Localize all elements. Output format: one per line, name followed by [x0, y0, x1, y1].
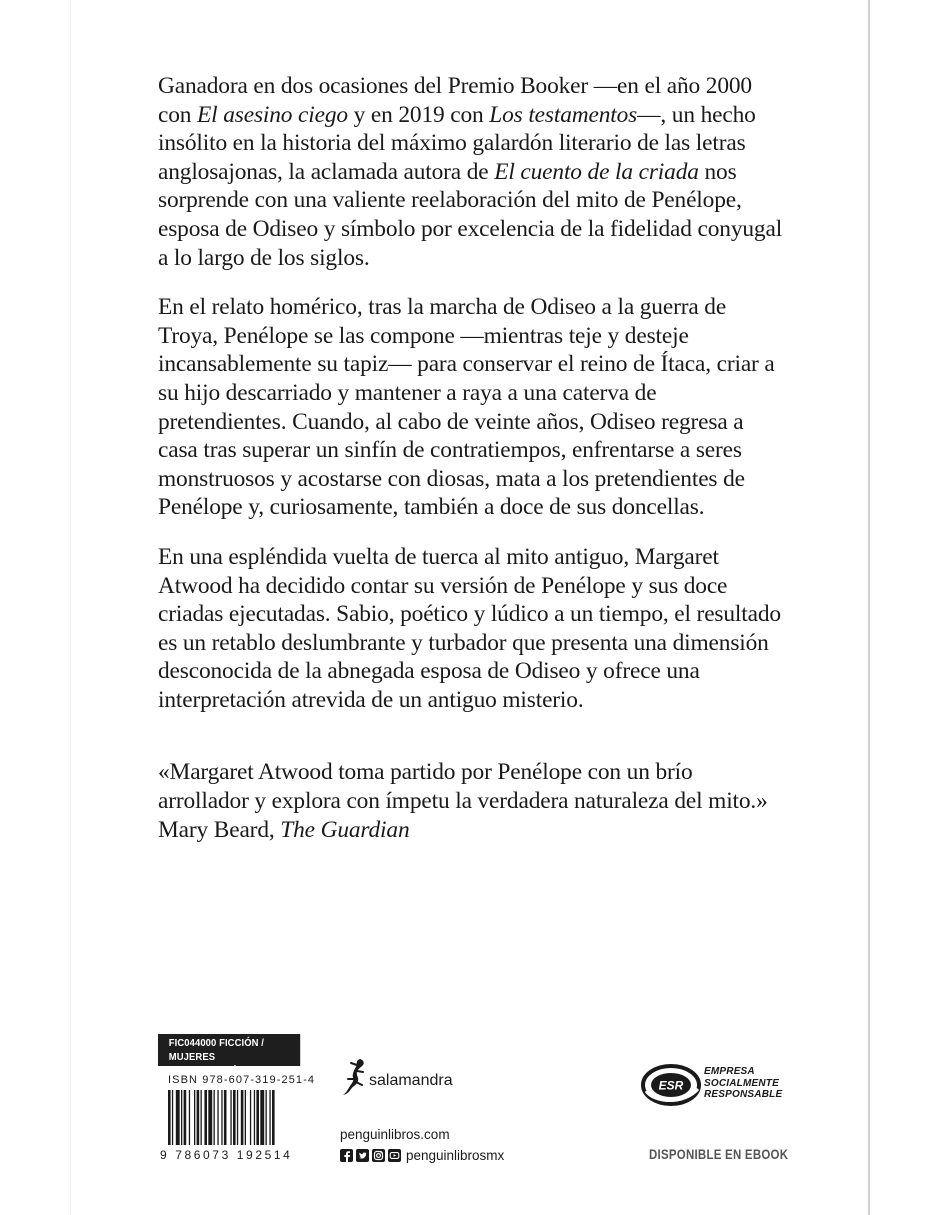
publisher-name: salamandra — [369, 1072, 453, 1089]
barcode-bar — [245, 1090, 246, 1145]
blurb-text: —, un hecho insólito en la historia del máximo galardón literario de las letras anglosajonas, la aclamada autora de — [158, 101, 756, 185]
barcode-bar — [194, 1090, 195, 1145]
book-title-italic: El cuento de la criada — [494, 158, 699, 185]
ebook-availability: DISPONIBLE EN EBOOK — [649, 1146, 789, 1162]
social-handle[interactable]: penguinlibrosmx — [406, 1147, 505, 1163]
barcode-bar — [214, 1090, 215, 1145]
twitter-icon[interactable] — [356, 1149, 369, 1162]
barcode-bar — [201, 1090, 202, 1145]
barcode-bar — [250, 1090, 251, 1145]
book-title-italic: El asesino ciego — [197, 101, 348, 128]
blurb-text: y en 2019 con — [347, 101, 490, 128]
blurb-text: Ganadora en dos ocasiones del Premio Booker —en el año 2000 con — [158, 73, 752, 128]
barcode-bar — [256, 1090, 259, 1145]
isbn: ISBN 978-607-319-251-4 — [168, 1074, 316, 1086]
barcode-bar — [260, 1090, 264, 1145]
barcode-bar — [217, 1090, 218, 1145]
esr-mark: ESR — [658, 1078, 684, 1093]
category-genre: MUJERES CONTEMPORÁNEAS — [168, 1051, 265, 1077]
barcode-digits: 9 786073 192514 — [160, 1148, 293, 1162]
quote-source: The Guardian — [280, 816, 410, 843]
barcode-bar — [269, 1090, 270, 1145]
barcode-bar — [230, 1090, 231, 1145]
instagram-icon[interactable] — [372, 1149, 385, 1162]
website-link[interactable]: penguinlibros.com — [340, 1127, 450, 1142]
blurb-text: nos sorprende con una valiente reelaboración del mito de Penélope, esposa de Odiseo y símbolo por excelencia de la fidelidad conyugal a lo largo de los siglos. — [158, 158, 783, 271]
barcode-bar — [272, 1090, 275, 1145]
category-code: FIC044000 FICCIÓN / — [168, 1037, 265, 1049]
barcode-bar — [266, 1090, 267, 1145]
barcode-bar — [189, 1090, 190, 1145]
back-cover-blurb — [158, 72, 783, 865]
barcode-bar — [254, 1090, 255, 1145]
barcode-bar — [221, 1090, 222, 1145]
barcode — [168, 1090, 312, 1145]
esr-logo-icon — [640, 1063, 702, 1107]
social-links — [340, 1147, 504, 1163]
esr-label — [704, 1066, 782, 1101]
esr-line: RESPONSABLE — [704, 1089, 783, 1100]
barcode-bar — [168, 1090, 171, 1145]
review-quote — [158, 758, 783, 844]
blurb-paragraph-3: En una espléndida vuelta de tuerca al mito antiguo, Margaret Atwood ha decidido contar su versión de Penélope y sus doce criadas ejecutadas. Sabio, poético y lúdico a un tiempo, el resultado es un retablo deslumbrante y turbador que presenta una dimensión desconocida de la abnegada esposa de Odiseo y ofrece una interpretación atrevida de un antiguo misterio. — [158, 543, 781, 713]
barcode-bar — [241, 1090, 244, 1145]
barcode-bar — [224, 1090, 227, 1145]
esr-line: SOCIALMENTE — [704, 1077, 779, 1089]
barcode-bar — [181, 1090, 182, 1145]
salamander-logo-icon — [338, 1057, 372, 1097]
blurb-paragraph-1 — [158, 72, 783, 272]
barcode-bar — [184, 1090, 187, 1145]
esr-line: EMPRESA — [704, 1066, 755, 1077]
page-edge-right — [868, 0, 870, 1215]
barcode-bar — [237, 1090, 238, 1145]
barcode-bar — [197, 1090, 200, 1145]
page-edge-left — [70, 0, 71, 1215]
barcode-bar — [233, 1090, 236, 1145]
quote-text: «Margaret Atwood toma partido por Penélope con un brío arrollador y explora con ímpetu la verdadera naturaleza del mito.» Mary Beard, — [158, 759, 768, 843]
youtube-icon[interactable] — [388, 1149, 401, 1162]
blurb-paragraph-2: En el relato homérico, tras la marcha de Odiseo a la guerra de Troya, Penélope se las compone —mientras teje y desteje incansablemente su tapiz— para conservar el reino de Ítaca, criar a su hijo descarriado y mantener a raya a una caterva de pretendientes. Cuando, al cabo de veinte años, Odiseo regresa a casa tras superar un sinfín de contratiempos, enfrentarse a seres monstruosos y acostarse con diosas, mata a los pretendientes de Penélope y, curiosamente, también a doce de sus doncellas. — [158, 294, 775, 521]
book-title-italic: Los testamentos — [489, 101, 638, 128]
barcode-bar — [172, 1090, 173, 1145]
barcode-bar — [204, 1090, 207, 1145]
facebook-icon[interactable] — [340, 1149, 353, 1162]
category-label — [158, 1034, 300, 1077]
barcode-bar — [176, 1090, 180, 1145]
barcode-bar — [208, 1090, 212, 1145]
